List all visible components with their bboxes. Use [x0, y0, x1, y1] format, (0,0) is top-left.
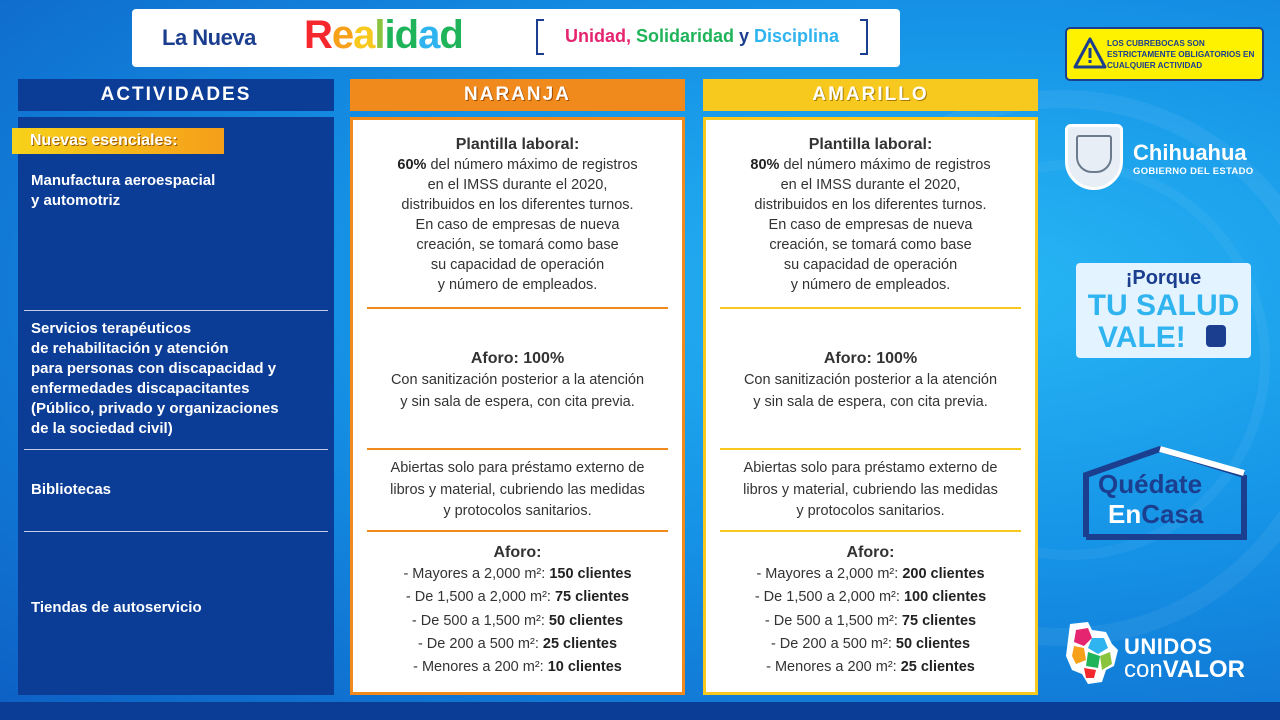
tu-salud-vale-badge: [1076, 263, 1251, 358]
amarillo-plantilla-title: Plantilla laboral:: [808, 136, 933, 153]
header-naranja: NARANJA: [350, 79, 685, 111]
aforo-range: - Menores a 200 m²:: [766, 659, 901, 676]
chihuahua-state-icon: [1206, 325, 1226, 347]
aforo-row: [353, 656, 682, 679]
naranja-aforo-title: Aforo: 100%: [470, 350, 565, 367]
aforo-range: - De 500 a 1,500 m²:: [764, 612, 902, 629]
realidad-letter: i: [384, 13, 395, 57]
naranja-divider: [367, 307, 668, 309]
naranja-tiendas-list: [353, 563, 682, 679]
motto-word: y: [733, 26, 754, 46]
aforo-count: 100 clientes: [903, 589, 987, 606]
activity-divider: [24, 531, 328, 532]
realidad-letter: l: [374, 13, 385, 57]
aforo-range: - Menores a 200 m²:: [413, 659, 548, 676]
realidad-letter: R: [304, 13, 332, 57]
amarillo-aforo-title: Aforo: 100%: [823, 350, 918, 367]
salud-line1: ¡Porque: [1125, 267, 1202, 289]
header-actividades: ACTIVIDADES: [18, 79, 334, 111]
aforo-range: - Mayores a 2,000 m²:: [403, 566, 550, 582]
bottom-bar: [0, 702, 1280, 720]
motto-word: Solidaridad: [630, 26, 734, 46]
amarillo-plantilla: [706, 135, 1035, 295]
amarillo-tiendas-title: Aforo:: [846, 544, 895, 561]
amarillo-plantilla-text: [706, 155, 1035, 295]
aforo-count: 150 clientes: [549, 566, 632, 582]
naranja-plantilla: [353, 135, 682, 295]
aforo-range: - De 200 a 500 m²:: [417, 635, 543, 652]
amarillo-column: [703, 117, 1038, 695]
aforo-range: - De 500 a 1,500 m²:: [411, 612, 549, 629]
aforo-range: - De 1,500 a 2,000 m²:: [405, 589, 555, 606]
aforo-count: 75 clientes: [554, 589, 630, 606]
aforo-count: 75 clientes: [901, 612, 977, 629]
amarillo-plantilla-pct: 80%: [750, 157, 780, 173]
aforo-row: [706, 563, 1035, 586]
naranja-plantilla-title: Plantilla laboral:: [455, 136, 580, 153]
casa-quedate: Quédate: [1098, 469, 1203, 499]
activity-divider: [24, 449, 328, 450]
activity-servicios-terapeuticos: Servicios terapéuticos de rehabilitación y atención para personas con discapacidad y enfermedades discapacitantes (Público, privado y organizaciones de la sociedad civil): [31, 320, 279, 437]
naranja-divider: [367, 530, 668, 532]
aforo-row: [353, 586, 682, 609]
banner-realidad-logo: [304, 13, 463, 58]
amarillo-aforo: [706, 349, 1035, 413]
naranja-tiendas-title: Aforo:: [493, 544, 542, 561]
aforo-row: [706, 610, 1035, 633]
amarillo-tiendas: [706, 543, 1035, 679]
aforo-row: [353, 563, 682, 586]
realidad-letter: a: [418, 13, 440, 57]
aforo-row: [706, 656, 1035, 679]
banner-la-nueva: La Nueva: [162, 25, 256, 50]
aforo-row: [706, 586, 1035, 609]
naranja-tiendas: [353, 543, 682, 679]
gobierno-subtitle: GOBIERNO DEL ESTADO: [1133, 166, 1254, 177]
unidos-con-valor-logo: [1062, 620, 1267, 690]
quedate-en-casa-logo: [1080, 445, 1250, 540]
activity-manufactura: Manufactura aeroespacial y automotriz: [31, 172, 216, 209]
banner-motto-bracket: [536, 19, 868, 55]
aforo-count: 200 clientes: [902, 566, 985, 582]
salud-line2: TU SALUD: [1087, 289, 1240, 322]
motto-word: Unidad,: [564, 26, 631, 46]
aforo-count: 50 clientes: [548, 612, 624, 629]
aforo-row: [706, 633, 1035, 656]
realidad-letter: d: [394, 13, 419, 57]
unidos-line1: UNIDOS: [1124, 634, 1213, 659]
realidad-letter: e: [331, 13, 354, 57]
aforo-range: - De 200 a 500 m²:: [770, 635, 896, 652]
aforo-range: - Mayores a 2,000 m²:: [756, 566, 903, 582]
naranja-plantilla-pct: 60%: [397, 157, 427, 173]
title-banner: [132, 9, 900, 67]
amarillo-bibliotecas: Abiertas solo para préstamo externo de libros y material, cubriendo las medidas y protocolos sanitarios.: [743, 460, 998, 519]
state-map-icon: [1062, 620, 1120, 686]
amarillo-aforo-body: Con sanitización posterior a la atención y sin sala de espera, con cita previa.: [743, 372, 998, 410]
mask-warning-text: LOS CUBREBOCAS SON ESTRICTAMENTE OBLIGATORIOS EN CUALQUIER ACTIVIDAD: [1107, 39, 1255, 70]
activity-bibliotecas: Bibliotecas: [31, 481, 112, 498]
unidos-line2: [1124, 656, 1245, 684]
banner-motto: [538, 26, 866, 47]
aforo-count: 25 clientes: [542, 635, 618, 652]
motto-word: Disciplina: [754, 26, 840, 46]
casa-en-casa: [1108, 499, 1203, 530]
activity-divider: [24, 310, 328, 311]
aforo-count: 25 clientes: [900, 659, 975, 676]
new-essentials-tag: Nuevas esenciales:: [12, 128, 224, 154]
activity-tiendas: Tiendas de autoservicio: [31, 599, 202, 616]
amarillo-divider: [720, 448, 1021, 450]
naranja-plantilla-body: del número máximo de registros en el IMSS durante el 2020, distribuidos en los diferentes turnos. En caso de empresas de nueva creación, se tomará como base su capacidad de operación y número de empleados.: [401, 157, 638, 293]
aforo-row: [353, 610, 682, 633]
header-amarillo: AMARILLO: [703, 79, 1038, 111]
activities-panel: [18, 117, 334, 695]
salud-line3: VALE!: [1098, 321, 1186, 354]
amarillo-divider: [720, 307, 1021, 309]
gobierno-name: Chihuahua: [1133, 140, 1247, 165]
warning-icon: [1073, 37, 1107, 71]
naranja-bibliotecas: Abiertas solo para préstamo externo de libros y material, cubriendo las medidas y protocolos sanitarios.: [390, 460, 645, 519]
amarillo-plantilla-body: del número máximo de registros en el IMSS durante el 2020, distribuidos en los diferentes turnos. En caso de empresas de nueva creación, se tomará como base su capacidad de operación y número de empleados.: [754, 157, 991, 293]
naranja-divider: [367, 448, 668, 450]
casa-en: En: [1108, 499, 1142, 529]
aforo-count: 10 clientes: [547, 659, 622, 676]
aforo-range: - De 1,500 a 2,000 m²:: [754, 589, 904, 606]
coat-of-arms-icon: [1065, 124, 1123, 190]
unidos-con: con: [1124, 656, 1163, 683]
naranja-plantilla-text: [353, 155, 682, 295]
gobierno-chihuahua-logo: [1065, 124, 1265, 194]
mask-warning-box: [1065, 27, 1264, 81]
realidad-letter: d: [439, 13, 463, 57]
naranja-column: [350, 117, 685, 695]
aforo-count: 50 clientes: [895, 635, 971, 652]
casa-casa: Casa: [1141, 499, 1204, 529]
unidos-valor: VALOR: [1162, 656, 1245, 683]
amarillo-tiendas-list: [706, 563, 1035, 679]
naranja-aforo: [353, 349, 682, 413]
realidad-letter: a: [353, 13, 375, 57]
naranja-aforo-body: Con sanitización posterior a la atención y sin sala de espera, con cita previa.: [390, 372, 645, 410]
aforo-row: [353, 633, 682, 656]
amarillo-divider: [720, 530, 1021, 532]
